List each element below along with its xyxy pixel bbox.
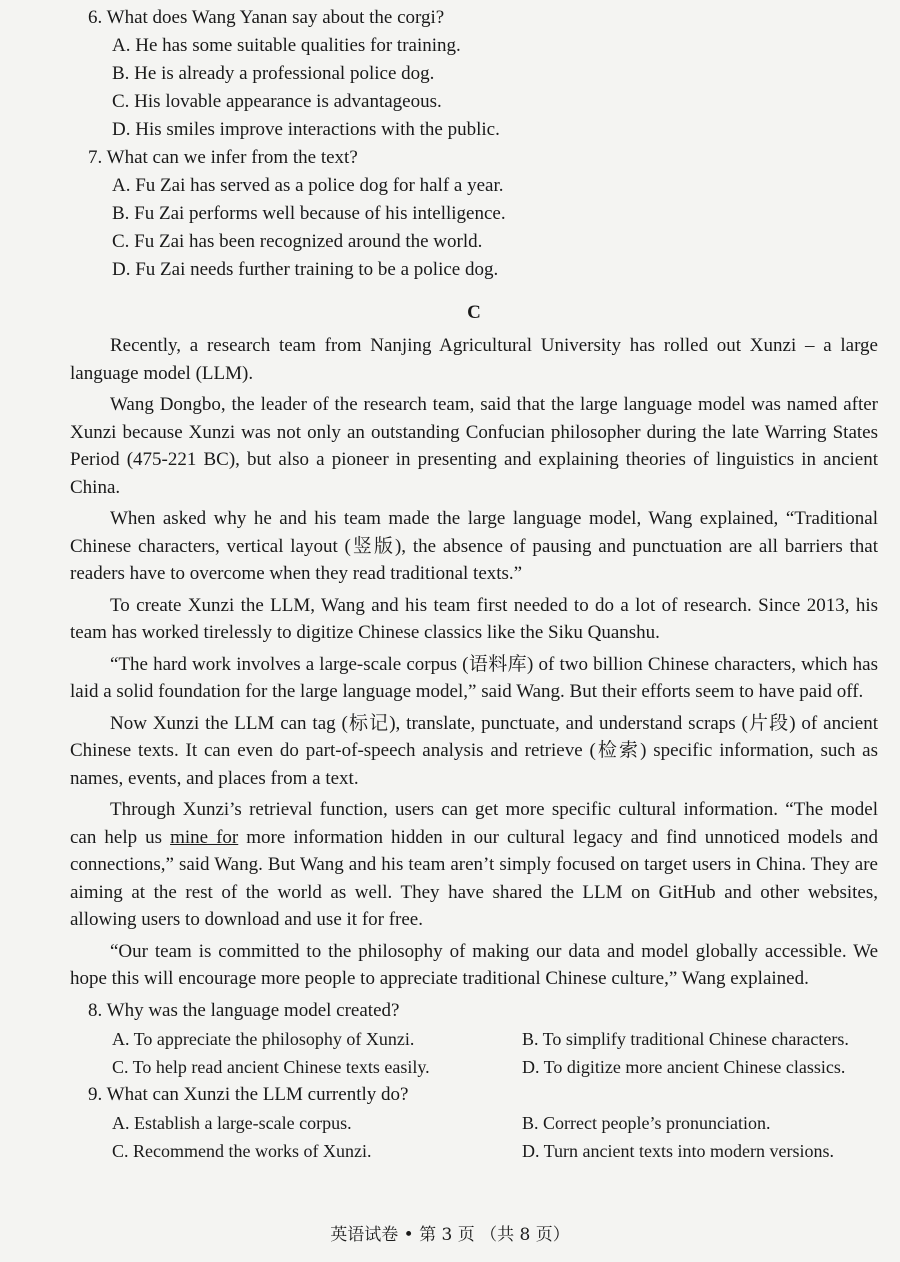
paragraph: Now Xunzi the LLM can tag (标记), translate, punctuate, and understand scraps (片段) of ancient Chinese texts. It can even do part-of-speech analysis and retrieve (检索) specific information, such as names, events, and places from a text. — [70, 712, 878, 789]
option-b: B. To simplify traditional Chinese characters. — [522, 1028, 849, 1049]
option-c: C. His lovable appearance is advantageous. — [112, 91, 442, 112]
question-9 — [70, 1081, 878, 1165]
paragraph: “Our team is committed to the philosophy of making our data and model globally accessible. We hope this will encourage more people to appreciate traditional Chinese culture,” Wang explained. — [70, 940, 878, 989]
section-heading: C — [467, 302, 481, 323]
option-d: D. Fu Zai needs further training to be a police dog. — [112, 259, 499, 280]
option-c: C. Fu Zai has been recognized around the world. — [112, 231, 483, 252]
paragraph: Recently, a research team from Nanjing Agricultural University has rolled out Xunzi – a large language model (LLM). — [70, 335, 878, 384]
option-row — [112, 1025, 878, 1053]
option-b: B. Correct people’s pronunciation. — [522, 1112, 771, 1133]
underlined-phrase: mine for — [170, 826, 239, 848]
question-7 — [70, 144, 878, 284]
option-b: B. Fu Zai performs well because of his intelligence. — [112, 203, 506, 224]
paragraph-text: Through Xunzi’s retrieval function, users can get more specific cultural information. “The model can help us — [70, 799, 878, 848]
option-d: D. To digitize more ancient Chinese classics. — [522, 1056, 846, 1077]
option-d: D. His smiles improve interactions with the public. — [112, 119, 500, 140]
question-stem: 9. What can Xunzi the LLM currently do? — [88, 1083, 409, 1105]
option-row — [112, 1053, 878, 1081]
option-c: C. Recommend the works of Xunzi. — [112, 1140, 372, 1161]
paragraph-text: more information hidden in our cultural legacy and find unnoticed models and connections,” said Wang. But Wang and his team aren’t simply focused on target users in China. They are aiming at the rest of the world as well. They have shared the LLM on GitHub and other websites, allowing users to download and use it for free. — [70, 826, 878, 930]
paragraph: When asked why he and his team made the large language model, Wang explained, “Traditional Chinese characters, vertical layout (竖版), the absence of pausing and punctuation are all barriers that readers have to overcome when they read traditional texts.” — [70, 508, 878, 584]
page-footer: 英语试卷 • 第 3 页 （共 8 页） — [330, 1225, 570, 1245]
option-b: B. He is already a professional police dog. — [112, 63, 435, 84]
option-row — [112, 1137, 878, 1165]
option-a: A. Fu Zai has served as a police dog for half a year. — [112, 175, 504, 196]
paragraph: “The hard work involves a large-scale corpus (语料库) of two billion Chinese characters, which has laid a solid foundation for the large language model,” said Wang. But their efforts seem to have paid off. — [70, 653, 878, 702]
option-a: A. Establish a large-scale corpus. — [112, 1112, 352, 1133]
question-stem: 7. What can we infer from the text? — [88, 147, 358, 168]
option-a: A. To appreciate the philosophy of Xunzi. — [112, 1028, 415, 1049]
paragraph: Wang Dongbo, the leader of the research team, said that the large language model was named after Xunzi because Xunzi was not only an outstanding Confucian philosopher during the late Warring States Period (475-221 BC), but also a pioneer in presenting and explaining theories of linguistics in ancient China. — [70, 394, 878, 498]
question-6 — [70, 4, 878, 144]
question-8 — [70, 997, 878, 1081]
option-row — [112, 1109, 878, 1137]
paragraph — [70, 796, 878, 934]
question-stem: 8. Why was the language model created? — [88, 999, 400, 1021]
reading-passage — [70, 332, 878, 993]
paragraph: To create Xunzi the LLM, Wang and his team first needed to do a lot of research. Since 2013, his team has worked tirelessly to digitize Chinese classics like the Siku Quanshu. — [70, 594, 878, 643]
question-stem: 6. What does Wang Yanan say about the corgi? — [88, 7, 445, 28]
option-a: A. He has some suitable qualities for training. — [112, 35, 461, 56]
option-c: C. To help read ancient Chinese texts easily. — [112, 1056, 430, 1077]
option-d: D. Turn ancient texts into modern versions. — [522, 1140, 834, 1161]
